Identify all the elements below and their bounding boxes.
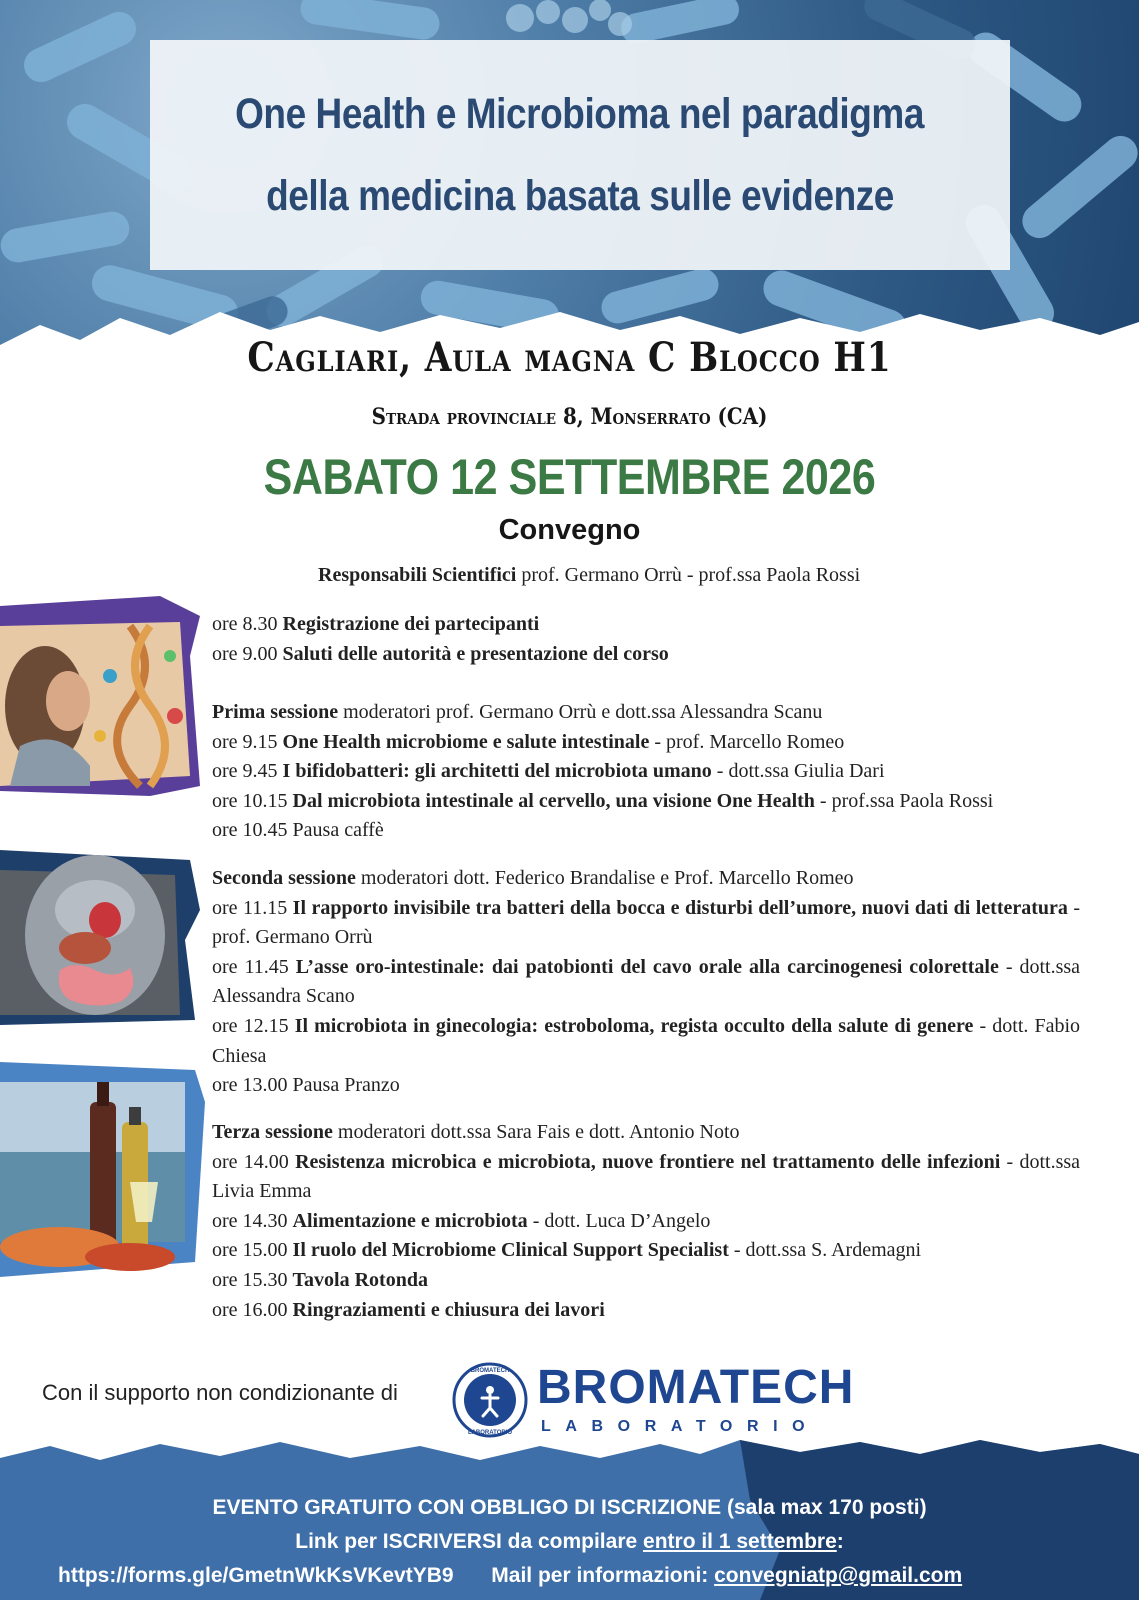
brand-subtitle: LABORATORIO [541,1418,820,1435]
venue-address: Strada provinciale 8, Monserrato (CA) [371,404,768,430]
item-speaker: - prof. Germano Orrù [212,896,1081,949]
event-type: Convegno [498,514,641,546]
program-item [212,1266,1080,1296]
item-title: Saluti delle autorità e presentazione del corso [282,642,669,665]
program-item [212,1012,1080,1071]
scientific-leads [318,564,860,587]
footer-line-2-suffix: : [836,1530,844,1553]
item-time: ore 12.15 [212,1014,289,1037]
program-item [212,1071,1080,1101]
program-item [212,1236,1080,1266]
item-speaker: - dott. Luca D’Angelo [532,1209,711,1232]
program-item [212,640,1080,670]
header-banner [0,0,1139,360]
item-title: Il rapporto invisibile tra batteri della bocca e disturbi dell’umore, nuovi dati di letteratura [292,896,1068,919]
footer-line-2-prefix: Link per ISCRIVERSI da compilare [295,1530,644,1553]
program-item [212,610,1080,640]
item-time: ore 11.15 [212,896,288,919]
session-label: Terza sessione [212,1121,333,1143]
session-header [212,1118,1080,1148]
session-header [212,864,1080,894]
item-speaker: - dott. Fabio Chiesa [212,1014,1081,1067]
program-intro [212,610,1080,669]
seal-bottom-text: LABORATORIO [467,1430,513,1436]
item-time: ore 11.45 [212,955,289,978]
anatomy-organs-image [0,850,200,1025]
item-title: Registrazione dei partecipanti [282,613,540,635]
session-1 [212,698,1080,846]
session-moderators: moderatori prof. Germano Orrù e dott.ssa Alessandra Scanu [343,701,823,723]
dna-woman-image [0,596,200,796]
item-break: Pausa Pranzo [292,1074,400,1097]
session-label: Seconda sessione [212,867,356,889]
item-title: Il microbiota in ginecologia: estroboloma, regista occulto della salute di genere [294,1014,974,1037]
program-item [212,894,1080,953]
session-moderators: moderatori dott.ssa Sara Fais e dott. Antonio Noto [337,1121,740,1143]
item-title: I bifidobatteri: gli architetti del microbiota umano [282,760,712,783]
item-title: Tavola Rotonda [292,1268,428,1291]
footer-deadline: entro il 1 settembre [643,1530,837,1553]
title-card [150,40,1010,270]
item-time: ore 10.45 [212,819,288,842]
event-date: SABATO 12 SETTEMBRE 2026 [263,449,876,505]
program-item [212,1148,1080,1207]
item-time: ore 8.30 [212,613,278,635]
item-time: ore 14.00 [212,1150,289,1173]
item-speaker: - prof. Marcello Romeo [654,730,845,753]
sponsor-label: Con il supporto non condizionante di [42,1380,398,1405]
item-title: Dal microbiota intestinale al cervello, una visione One Health [292,789,815,812]
oil-wine-seafood-image [0,1062,205,1277]
item-time: ore 9.45 [212,760,278,783]
item-title: Resistenza microbica e microbiota, nuove frontiere nel trattamento delle infezioni [295,1150,1001,1173]
session-header [212,698,1080,728]
item-title: Ringraziamenti e chiusura dei lavori [292,1298,605,1321]
scientific-leads-names: prof. Germano Orrù - prof.ssa Paola Rossi [521,564,861,586]
mail-link[interactable]: convegniatp@gmail.com [714,1564,963,1587]
scientific-leads-label: Responsabili Scientifici [318,564,517,586]
item-time: ore 15.30 [212,1268,288,1291]
item-time: ore 9.00 [212,642,278,665]
venue-place: Cagliari, Aula magna C Blocco H1 [247,334,892,381]
program-item [212,787,1080,817]
session-3 [212,1118,1080,1325]
item-speaker: - dott.ssa Livia Emma [212,1150,1081,1203]
item-speaker: - dott.ssa S. Ardemagni [733,1239,922,1262]
item-speaker: - dott.ssa Alessandra Scano [212,955,1081,1008]
footer-line-3 [58,1564,962,1588]
item-title: One Health microbiome e salute intestinale [282,730,650,753]
item-time: ore 10.15 [212,789,288,812]
item-speaker: - prof.ssa Paola Rossi [819,789,994,812]
brand-name: BROMATECH [537,1361,855,1414]
title-line-2: della medicina basata sulle evidenze [266,172,894,220]
item-time: ore 16.00 [212,1298,288,1321]
item-time: ore 14.30 [212,1209,288,1232]
program-item [212,816,1080,846]
item-title: Alimentazione e microbiota [292,1209,528,1232]
program-item [212,1207,1080,1237]
footer-line-2 [0,1530,1139,1554]
item-title: Il ruolo del Microbiome Clinical Support Specialist [292,1239,734,1262]
program-item [212,953,1080,1012]
session-2 [212,864,1080,1101]
item-time: ore 15.00 [212,1239,288,1262]
item-speaker: - dott.ssa Giulia Dari [716,760,885,783]
program-item [212,728,1080,758]
program-item [212,757,1080,787]
mail-label: Mail per informazioni: [491,1564,709,1587]
title-line-1: One Health e Microbioma nel paradigma [235,90,925,138]
registration-link[interactable]: https://forms.gle/GmetnWkKsVKevtYB9 [58,1564,454,1587]
program-item [212,1296,1080,1326]
footer-line-1: EVENTO GRATUITO CON OBBLIGO DI ISCRIZIONE (sala max 170 posti) [212,1496,927,1519]
seal-top-text: BROMATECH [470,1368,510,1374]
session-label: Prima sessione [212,701,339,723]
item-break: Pausa caffè [292,819,384,842]
bromatech-seal-logo [452,1362,528,1438]
item-title: L’asse oro-intestinale: dai patobionti del cavo orale alla carcinogenesi colorettale [295,955,999,978]
session-moderators: moderatori dott. Federico Brandalise e Prof. Marcello Romeo [360,867,854,889]
item-time: ore 9.15 [212,730,278,753]
item-time: ore 13.00 [212,1074,288,1097]
